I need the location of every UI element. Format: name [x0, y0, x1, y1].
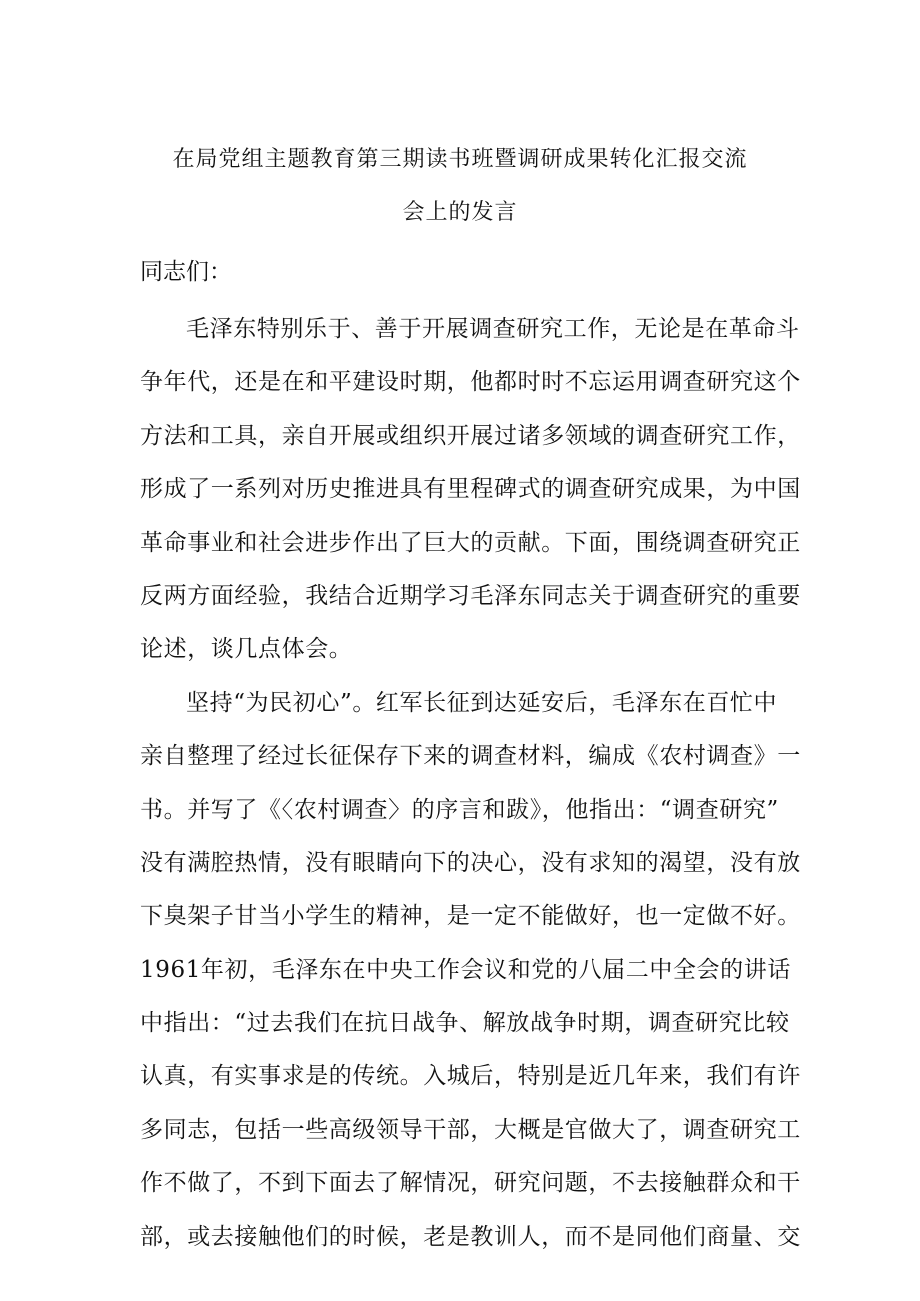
paragraph-line: 亲自整理了经过长征保存下来的调查材料，编成《农村调查》一	[140, 743, 801, 770]
paragraph-line: 书。并写了《〈农村调查〉的序言和跋》，他指出：“调查研究”	[140, 796, 779, 823]
document-title-line-2: 会上的发言	[402, 200, 518, 225]
paragraph-line: 部，或去接触他们的时候，老是教训人，而不是同他们商量、交	[140, 1223, 801, 1250]
paragraph-line: 作不做了，不到下面去了解情况，研究问题，不去接触群众和干	[140, 1170, 801, 1197]
paragraph-line: 革命事业和社会进步作出了巨大的贡献。下面，围绕调查研究正	[140, 529, 801, 556]
paragraph-line: 形成了一系列对历史推进具有里程碑式的调查研究成果，为中国	[140, 476, 801, 503]
paragraph-line: 1961年初，毛泽东在中央工作会议和党的八届二中全会的讲话	[140, 956, 791, 983]
paragraph-line: 方法和工具，亲自开展或组织开展过诸多领域的调查研究工作，	[140, 422, 801, 449]
paragraph-line: 反两方面经验，我结合近期学习毛泽东同志关于调查研究的重要	[140, 582, 801, 609]
document-body	[140, 303, 800, 1264]
greeting: 同志们：	[140, 259, 232, 285]
paragraph-line: 多同志，包括一些高级领导干部，大概是官做大了，调查研究工	[140, 1116, 801, 1143]
paragraph-line: 坚持“为民初心”。红军长征到达延安后，毛泽东在百忙中	[186, 689, 778, 716]
paragraph-line: 没有满腔热情，没有眼睛向下的决心，没有求知的渴望，没有放	[140, 849, 801, 876]
paragraph-line: 中指出：“过去我们在抗日战争、解放战争时期，调查研究比较	[140, 1010, 790, 1037]
paragraph-line: 认真，有实事求是的传统。入城后，特别是近几年来，我们有许	[140, 1063, 801, 1090]
paragraph-line: 下臭架子甘当小学生的精神，是一定不能做好，也一定做不好。	[140, 903, 801, 930]
paragraph-line: 毛泽东特别乐于、善于开展调查研究工作，无论是在革命斗	[186, 316, 800, 342]
paragraph-line: 争年代，还是在和平建设时期，他都时时不忘运用调查研究这个	[140, 369, 801, 396]
paragraph-line: 论述，谈几点体会。	[140, 636, 353, 663]
document-title-line-1: 在局党组主题教育第三期读书班暨调研成果转化汇报交流	[172, 147, 748, 172]
